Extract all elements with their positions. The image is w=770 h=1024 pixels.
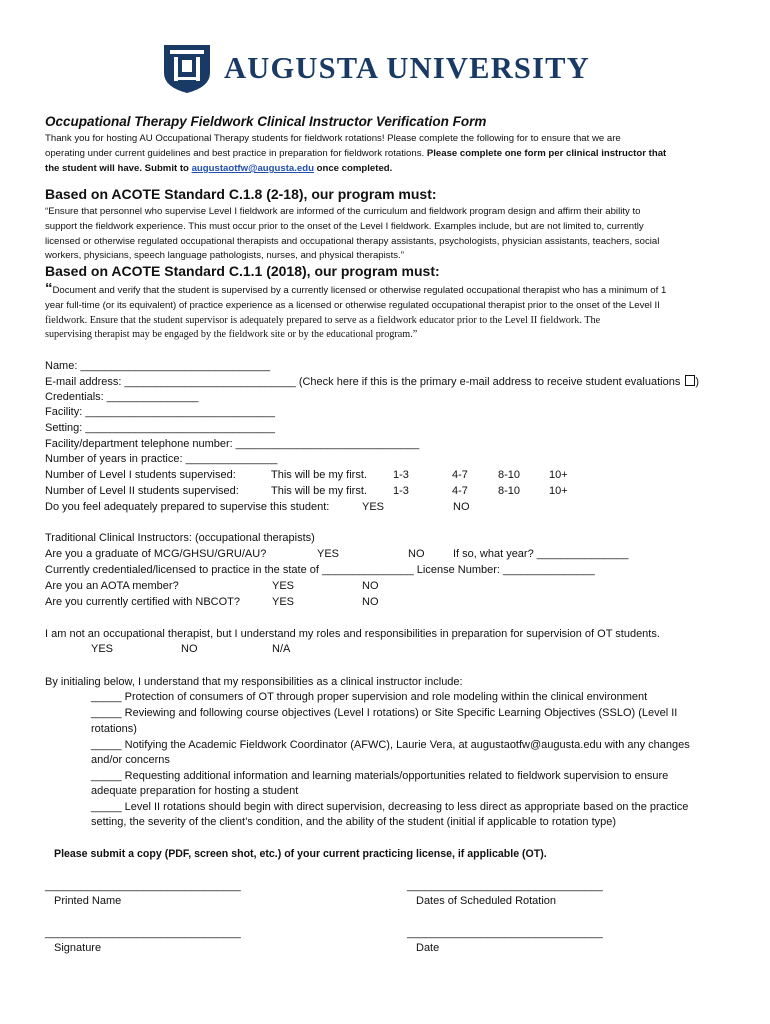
form-title: Occupational Therapy Fieldwork Clinical Instructor Verification Form [45,114,487,129]
aota-yes[interactable]: YES [272,580,295,592]
standard-c18-line: licensed or otherwise regulated occupational therapists and occupational therapy assistants, psychologists, physician assistants, teachers, social [45,236,660,247]
name-field[interactable]: Name: _______________________________ [45,360,271,372]
level1-label: Number of Level I students supervised: [45,469,236,481]
level1-option[interactable]: 1-3 [393,469,409,481]
level2-option[interactable]: 8-10 [498,485,521,497]
graduate-yes[interactable]: YES [317,548,340,560]
traditional-heading: Traditional Clinical Instructors: (occupational therapists) [45,532,315,544]
non-ot-yes[interactable]: YES [91,643,114,655]
initials-intro: By initialing below, I understand that my responsibilities as a clinical instructor include: [45,676,463,688]
signature-line[interactable]: ________________________________ [45,927,241,939]
initial-item[interactable]: _____ Notifying the Academic Fieldwork Coordinator (AFWC), Laurie Vera, at augustaotfw@augusta.edu with any changes [91,739,690,751]
credentials-field[interactable]: Credentials: _______________ [45,391,199,403]
level1-option-first[interactable]: This will be my first. [271,469,367,481]
graduate-year-field[interactable]: If so, what year? _______________ [453,548,629,560]
setting-field[interactable]: Setting: _______________________________ [45,422,276,434]
level2-option[interactable]: 1-3 [393,485,409,497]
level2-option[interactable]: 10+ [549,485,568,497]
graduate-label: Are you a graduate of MCG/GHSU/GRU/AU? [45,548,267,560]
nbcot-no[interactable]: NO [362,596,379,608]
initial-item-cont: setting, the severity of the client’s condition, and the ability of the student (initial if applicable to rotation type) [91,816,617,828]
level1-option[interactable]: 4-7 [452,469,468,481]
aota-label: Are you an AOTA member? [45,580,179,592]
prepared-no[interactable]: NO [453,501,470,513]
non-ot-statement: I am not an occupational therapist, but I understand my roles and responsibilities in preparation for supervision of OT students. [45,628,660,640]
level1-option[interactable]: 10+ [549,469,568,481]
standard-c18-heading: Based on ACOTE Standard C.1.8 (2-18), our program must: [45,186,437,202]
standard-c11-heading: Based on ACOTE Standard C.1.1 (2018), our program must: [45,263,440,279]
initial-item-cont: rotations) [91,723,137,735]
facility-field[interactable]: Facility: _______________________________ [45,406,275,418]
phone-field[interactable]: Facility/department telephone number: ______________________________ [45,438,420,450]
years-practice-field[interactable]: Number of years in practice: _______________ [45,453,278,465]
level2-label: Number of Level II students supervised: [45,485,239,497]
printed-name-label: Printed Name [54,895,122,907]
level2-option-first[interactable]: This will be my first. [271,485,367,497]
prepared-yes[interactable]: YES [362,501,385,513]
university-name: AUGUSTA UNIVERSITY [224,51,590,85]
date-line[interactable]: ________________________________ [407,927,603,939]
level1-option[interactable]: 8-10 [498,469,521,481]
standard-c11-line: “Document and verify that the student is supervised by a currently licensed or otherwise regulated occupational therapist who has a minimum of 1 [45,280,667,297]
primary-email-checkbox[interactable] [685,375,695,386]
initial-item-cont: adequate preparation for hosting a student [91,785,299,797]
nbcot-yes[interactable]: YES [272,596,295,608]
level2-option[interactable]: 4-7 [452,485,468,497]
standard-c11-line: fieldwork. Ensure that the student supervisor is adequately prepared to serve as a fieldwork educator prior to the Level II fieldwork. The [45,315,601,326]
printed-name-line[interactable]: ________________________________ [45,880,241,892]
university-shield-logo [162,43,212,95]
initial-item[interactable]: _____ Requesting additional information and learning materials/opportunities related to fieldwork supervision to ensure [91,770,669,782]
nbcot-label: Are you currently certified with NBCOT? [45,596,241,608]
initial-item-cont: and/or concerns [91,754,170,766]
email-field[interactable]: E-mail address: ____________________________ (Check here if this is the primary e-mail address to receive student evaluations ) [45,376,700,388]
intro-line-1: Thank you for hosting AU Occupational Therapy students for fieldwork rotations! Please complete the following for to ensure that we are [45,133,621,144]
non-ot-na[interactable]: N/A [272,643,291,655]
signature-label: Signature [54,942,102,954]
graduate-no[interactable]: NO [408,548,425,560]
aota-no[interactable]: NO [362,580,379,592]
license-note: Please submit a copy (PDF, screen shot, etc.) of your current practicing license, if applicable (OT). [54,848,547,860]
prepared-label: Do you feel adequately prepared to supervise this student: [45,501,330,513]
standard-c18-line: “Ensure that personnel who supervise Level I fieldwork are informed of the curriculum and fieldwork program design and affirm their ability to [45,206,641,217]
state-license-field[interactable]: Currently credentialed/licensed to practice in the state of _______________ License Number: _______________ [45,564,595,576]
standard-c11-line: supervising therapist may be engaged by the fieldwork site or by the educational program.” [45,329,418,340]
initial-item[interactable]: _____ Reviewing and following course objectives (Level I rotations) or Site Specific Learning Objectives (SSLO) (Level II [91,707,678,719]
intro-line-3: the student will have. Submit to augustaotfw@augusta.edu once completed. [45,163,393,174]
standard-c11-line: year full-time (or its equivalent) of practice experience as a licensed or otherwise regulated occupational therapist prior to the onset of the Level II [45,300,660,311]
rotation-dates-label: Dates of Scheduled Rotation [416,895,557,907]
date-label: Date [416,942,440,954]
rotation-dates-line[interactable]: ________________________________ [407,880,603,892]
submit-email-link[interactable]: augustaotfw@augusta.edu [191,163,314,174]
intro-line-2: operating under current guidelines and best practice in preparation for fieldwork rotations. Please complete one form per clinical instructor that [45,148,667,159]
initial-item[interactable]: _____ Protection of consumers of OT through proper supervision and role modeling within the clinical environment [91,691,648,703]
initial-item[interactable]: _____ Level II rotations should begin with direct supervision, decreasing to less direct as appropriate based on the practice [91,801,689,813]
standard-c18-line: workers, physicians, speech language pathologists, nurses, and physical therapists.” [45,250,404,261]
standard-c18-line: support the fieldwork experience. This must occur prior to the onset of the Level I fieldwork. Examples include, but are not limited to, currently [45,221,644,232]
non-ot-no[interactable]: NO [181,643,198,655]
